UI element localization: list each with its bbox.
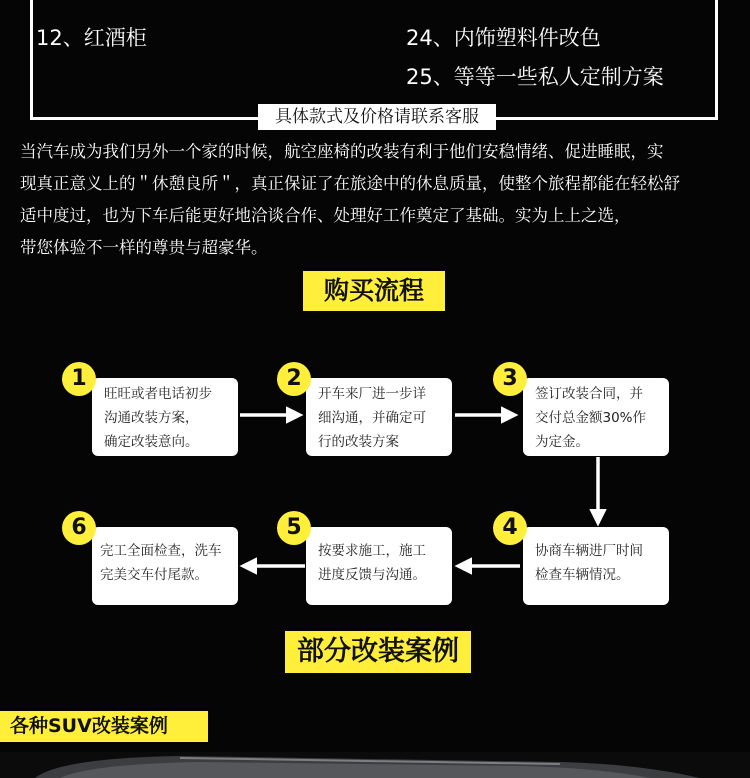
intro-line: 适中度过，也为下车后能更好地洽谈合作、处理好工作奠定了基础。实为上上之选， xyxy=(20,206,631,225)
step-text: 完工全面检查，洗车 xyxy=(100,543,222,559)
step-4-box xyxy=(523,527,669,605)
step-5-number: 5 xyxy=(277,511,311,545)
step-text: 检查车辆情况。 xyxy=(535,567,630,583)
step-2-box xyxy=(306,378,452,456)
step-text: 确定改装意向。 xyxy=(104,434,199,450)
car-interior-photo xyxy=(0,752,750,778)
contact-caption: 具体款式及价格请联系客服 xyxy=(258,104,496,130)
intro-line: 当汽车成为我们另外一个家的时候，航空座椅的改装有利于他们安稳情绪、促进睡眠，实 xyxy=(20,142,664,161)
step-3-box xyxy=(523,378,669,456)
suv-cases-label: 各种SUV改装案例 xyxy=(0,711,208,742)
step-text: 交付总金额30%作 xyxy=(535,410,647,426)
feature-list-frame xyxy=(30,0,718,120)
step-text: 旺旺或者电话初步 xyxy=(104,386,212,402)
step-text: 按要求施工，施工 xyxy=(318,543,426,559)
step-6-box xyxy=(92,527,238,605)
list-item-24: 24、内饰塑料件改色 xyxy=(406,26,601,50)
step-text: 进度反馈与沟通。 xyxy=(318,567,426,583)
step-text: 协商车辆进厂时间 xyxy=(535,543,643,559)
list-item-25: 25、等等一些私人定制方案 xyxy=(406,65,664,89)
step-text: 完美交车付尾款。 xyxy=(100,567,208,583)
step-5-box xyxy=(306,527,452,605)
list-item-12: 12、红酒柜 xyxy=(36,26,147,50)
step-4-number: 4 xyxy=(493,511,527,545)
step-text: 为定金。 xyxy=(535,434,589,450)
intro-line: 带您体验不一样的尊贵与超豪华。 xyxy=(20,238,268,257)
step-text: 细沟通，并确定可 xyxy=(318,410,426,426)
step-text: 开车来厂进一步详 xyxy=(318,386,426,402)
step-6-number: 6 xyxy=(62,511,96,545)
step-text: 行的改装方案 xyxy=(318,434,399,450)
step-2-number: 2 xyxy=(277,362,311,396)
cases-title: 部分改装案例 xyxy=(285,631,471,673)
step-1-box xyxy=(92,378,238,456)
step-text: 签订改装合同，并 xyxy=(535,386,643,402)
step-1-number: 1 xyxy=(62,362,96,396)
intro-line: 现真正意义上的＂休憩良所＂，真正保证了在旅途中的休息质量，使整个旅程都能在轻松舒 xyxy=(20,174,680,193)
intro-paragraph xyxy=(20,136,735,264)
step-text: 沟通改装方案， xyxy=(104,410,199,426)
purchase-process-title: 购买流程 xyxy=(303,271,445,311)
step-3-number: 3 xyxy=(493,362,527,396)
